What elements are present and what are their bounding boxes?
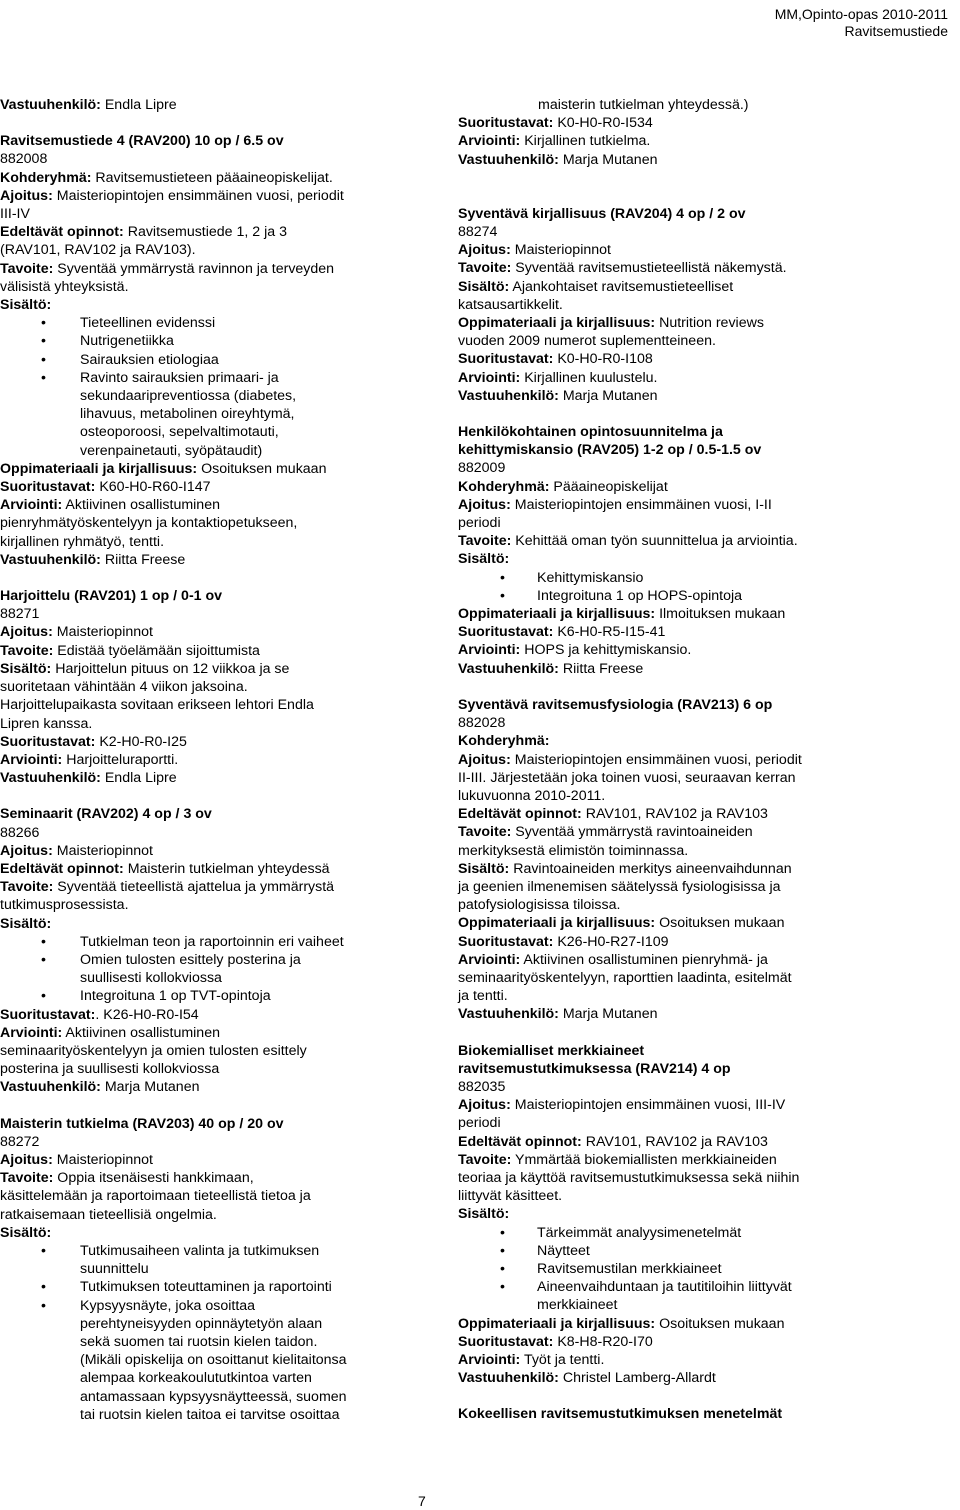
course-rav203: Maisterin tutkielma (RAV203) 40 op / 20 ov 88272 Ajoitus: Maisteriopinnot Tavoite: Oppia itsenäisesti hankkimaan, käsittelemään ja raportoimaan tieteellistä tietoa ja ratkaisemaan tieteellisiä ongelmia. Sisältö: • Tutkimusaiheen valinta ja tutkimuksen suunnittelu • Tutkimuksen toteuttaminen ja raportointi • Kypsyysnäyte, joka osoittaa perehtyneisyyden opinnäytetyön alaan sekä suomen tai ruotsin kielen taidon. (Mikäli opiskelija on osoittanut kielitaitonsa alempaa korkeakoulututkintoa varten antamassaan kypsyysnäytteessä, suomen tai ruotsin kielen taitoa ei tarvitse osoittaa bbox=[0, 1115, 375, 1424]
field-label: Vastuuhenkilö: bbox=[458, 1006, 559, 1023]
field-label: Edeltävät opinnot: bbox=[458, 806, 582, 823]
content-list bbox=[0, 314, 375, 387]
field-label: Suoritustavat: bbox=[458, 933, 554, 950]
course-rav214: Biokemialliset merkkiaineet ravitsemustutkimuksessa (RAV214) 4 op 882035 Ajoitus: Maisteriopintojen ensimmäinen vuosi, III-IV periodi Edeltävät opinnot: RAV101, RAV102 ja RAV103 Tavoite: Ymmärtää biokemiallisten merkkiaineiden teoriaa ja käyttöä ravitsemustutkimuksessa sekä niihin liittyvät käsitteet. Sisältö: • Tärkeimmät analyysimenetelmät • Näytteet • Ravitsemustilan merkkiaineet • Aineenvaihduntaan ja tautitiloihin liittyvät merkkiaineet Oppimateriaali ja kirjallisuus: Osoituksen mukaan Suoritustavat: K8-H8-R20-I70 Arviointi: Työt ja tentti. Vastuuhenkilö: Christel Lamberg-Allardt bbox=[458, 1042, 838, 1388]
course-title: Seminaarit (RAV202) 4 op / 3 ov bbox=[0, 806, 212, 823]
field-label: Suoritustavat: bbox=[0, 479, 96, 496]
field-label: Suoritustavat: bbox=[0, 733, 96, 750]
field-label: Ajoitus: bbox=[458, 496, 511, 513]
field-label: Vastuuhenkilö: bbox=[0, 770, 101, 787]
field-label: Ajoitus: bbox=[0, 842, 53, 859]
field-label: Sisältö: bbox=[0, 1224, 52, 1241]
field-label: Kohderyhmä: bbox=[0, 169, 92, 186]
course-title: ravitsemustutkimuksessa (RAV214) 4 op bbox=[458, 1060, 731, 1077]
course-code: 88271 bbox=[0, 606, 40, 623]
field-label: Suoritustavat: bbox=[0, 1006, 96, 1023]
header-course-title: MM,Opinto-opas 2010-2011 bbox=[774, 6, 948, 22]
course-title: Maisterin tutkielma (RAV203) 40 op / 20 ov bbox=[0, 1115, 284, 1132]
list-item: • Näytteet bbox=[458, 1242, 838, 1260]
field-label: Arviointi: bbox=[0, 1024, 63, 1041]
list-item: • Omien tulosten esittely posterina ja bbox=[0, 951, 375, 969]
field-label: Tavoite: bbox=[458, 1151, 512, 1168]
field-label: Arviointi: bbox=[458, 1352, 521, 1368]
header-subject: Ravitsemustiede bbox=[844, 23, 948, 39]
next-course-title: Kokeellisen ravitsemustutkimuksen menetelmät bbox=[458, 1406, 783, 1423]
field-label: Edeltävät opinnot: bbox=[458, 1133, 582, 1150]
list-item: • Integroituna 1 op TVT-opintoja bbox=[0, 987, 375, 1005]
content-list bbox=[0, 987, 375, 1005]
field-label: Tavoite: bbox=[0, 879, 54, 896]
field-label: Kohderyhmä: bbox=[458, 478, 550, 495]
course-rav201: Harjoittelu (RAV201) 1 op / 0-1 ov 88271 Ajoitus: Maisteriopinnot Tavoite: Edistää työelämään sijoittumista Sisältö: Harjoittelun pituus on 12 viikkoa ja se suoritetaan vähintään 4 viikon jaksoina. Harjoittelupaikasta sovitaan erikseen lehtori Endla Lipren kanssa. Suoritustavat: K2-H0-R0-I25 Arviointi: Harjoitteluraportti. Vastuuhenkilö: Endla Lipre bbox=[0, 587, 375, 787]
field-label: Kohderyhmä: bbox=[458, 733, 550, 750]
list-item: • Nutrigenetiikka bbox=[0, 332, 375, 350]
course-code: 882008 bbox=[0, 151, 48, 168]
list-item: • Sairauksien etiologiaa bbox=[0, 351, 375, 369]
course-title: Syventävä ravitsemusfysiologia (RAV213) 6 op bbox=[458, 696, 773, 713]
course-code: 88274 bbox=[458, 224, 498, 241]
field-label: Oppimateriaali ja kirjallisuus: bbox=[458, 1315, 656, 1332]
list-item-continuation: merkkiaineet bbox=[537, 1297, 618, 1314]
content-list bbox=[0, 1278, 375, 1314]
field-label: Arviointi: bbox=[458, 133, 521, 150]
content-list bbox=[458, 1224, 838, 1297]
course-rav202: Seminaarit (RAV202) 4 op / 3 ov 88266 Ajoitus: Maisteriopinnot Edeltävät opinnot: Maisterin tutkielman yhteydessä Tavoite: Syventää tieteellistä ajattelua ja ymmärrystä tutkimusprosessista. Sisältö: • Tutkielman teon ja raportoinnin eri vaiheet • Omien tulosten esittely posterina ja suullisesti kollokviossa • Integroituna 1 op TVT-opintoja Suoritustavat:. K26-H0-R0-I54 Arviointi: Aktiivinen osallistuminen seminaarityöskentelyyn ja omien tulosten esittely posterina ja suullisesti kollokviossa Vastuuhenkilö: Marja Mutanen bbox=[0, 805, 375, 1096]
field-label: Ajoitus: bbox=[0, 187, 53, 204]
list-item: • Integroituna 1 op HOPS-opintoja bbox=[458, 587, 838, 605]
content-list bbox=[458, 569, 838, 605]
top-contact: Vastuuhenkilö: Endla Lipre bbox=[0, 97, 177, 113]
field-label: Vastuuhenkilö: bbox=[458, 660, 559, 677]
list-item: • Tutkielman teon ja raportoinnin eri vaiheet bbox=[0, 933, 375, 951]
list-item: • Ravinto sairauksien primaari- ja bbox=[0, 369, 375, 387]
field-label: Sisältö: bbox=[458, 551, 510, 568]
field-label: Vastuuhenkilö: bbox=[0, 551, 101, 568]
content-list bbox=[0, 933, 375, 969]
field-label: Arviointi: bbox=[0, 497, 63, 514]
field-label: Sisältö: bbox=[458, 1206, 510, 1223]
field-label: Suoritustavat: bbox=[458, 624, 554, 641]
course-title: Henkilökohtainen opintosuunnitelma ja bbox=[458, 424, 723, 441]
field-label: Edeltävät opinnot: bbox=[0, 860, 124, 877]
field-label: Tavoite: bbox=[0, 1170, 54, 1187]
course-title: Ravitsemustiede 4 (RAV200) 10 op / 6.5 ov bbox=[0, 133, 284, 150]
field-label: Vastuuhenkilö: bbox=[0, 1079, 101, 1096]
field-label: Edeltävät opinnot: bbox=[0, 224, 124, 241]
course-code: 88272 bbox=[0, 1133, 40, 1150]
field-label: Arviointi: bbox=[458, 642, 521, 659]
course-title: Syventävä kirjallisuus (RAV204) 4 op / 2 ov bbox=[458, 205, 746, 222]
field-label: Suoritustavat: bbox=[458, 351, 554, 368]
course-rav213: Syventävä ravitsemusfysiologia (RAV213) 6 op 882028 Kohderyhmä: Ajoitus: Maisteriopintojen ensimmäinen vuosi, periodit II-III. Järjestetään joka toinen vuosi, seuraavan kerran lukuvuonna 2010-2011. Edeltävät opinnot: RAV101, RAV102 ja RAV103 Tavoite: Syventää ymmärrystä ravintoaineiden merkityksestä elimistön toiminnassa. Sisältö: Ravintoaineiden merkitys aineenvaihdunnan ja geenien ilmenemisen säätelyssä fysiologisissa ja patofysiologisissa tiloissa. Oppimateriaali ja kirjallisuus: Osoituksen mukaan Suoritustavat: K26-H0-R27-I109 Arviointi: Aktiivinen osallistuminen pienryhmä- ja seminaarityöskentelyyn, raporttien laadinta, esitelmät ja tentti. Vastuuhenkilö: Marja Mutanen bbox=[458, 696, 838, 1024]
field-label: Sisältö: bbox=[0, 297, 52, 314]
field-label: Vastuuhenkilö: bbox=[458, 387, 559, 404]
field-label: Suoritustavat: bbox=[458, 1333, 554, 1350]
page-header bbox=[775, 6, 948, 40]
field-label: Ajoitus: bbox=[458, 1097, 511, 1114]
field-label: Oppimateriaali ja kirjallisuus: bbox=[458, 606, 656, 623]
list-item: • Tutkimuksen toteuttaminen ja raportointi bbox=[0, 1278, 375, 1296]
field-label: Tavoite: bbox=[458, 533, 512, 550]
field-label: Sisältö: bbox=[0, 915, 52, 932]
field-label: Sisältö: bbox=[0, 660, 52, 677]
course-title: Harjoittelu (RAV201) 1 op / 0-1 ov bbox=[0, 588, 223, 605]
field-label: Sisältö: bbox=[458, 860, 510, 877]
course-code: 882035 bbox=[458, 1078, 506, 1095]
list-item: • Kypsyysnäyte, joka osoittaa bbox=[0, 1297, 375, 1315]
field-label: Vastuuhenkilö: bbox=[458, 151, 559, 168]
list-item: • Aineenvaihduntaan ja tautitiloihin liittyvät bbox=[458, 1278, 838, 1296]
content-list bbox=[0, 1242, 375, 1260]
field-label: Tavoite: bbox=[0, 642, 54, 659]
field-label: Tavoite: bbox=[458, 260, 512, 277]
field-label: Arviointi: bbox=[458, 951, 521, 968]
list-item: • Kehittymiskansio bbox=[458, 569, 838, 587]
field-label: Sisältö: bbox=[458, 278, 510, 295]
course-title: kehittymiskansio (RAV205) 1-2 op / 0.5-1.5 ov bbox=[458, 442, 762, 459]
field-label: Ajoitus: bbox=[458, 242, 511, 259]
list-item: • Tutkimusaiheen valinta ja tutkimuksen bbox=[0, 1242, 375, 1260]
field-label: Ajoitus: bbox=[0, 624, 53, 641]
page-number: 7 bbox=[418, 1493, 426, 1509]
field-label: Tavoite: bbox=[458, 824, 512, 841]
course-code: 882028 bbox=[458, 715, 506, 732]
list-item-continuation: sekundaaripreventiossa (diabetes, lihavuus, metabolinen oireyhtymä, osteoporoosi, sepelvaltimotauti, verenpainetauti, syöpätaudit) bbox=[80, 388, 297, 459]
field-label: Tavoite: bbox=[0, 260, 54, 277]
course-rav205: Henkilökohtainen opintosuunnitelma ja kehittymiskansio (RAV205) 1-2 op / 0.5-1.5 ov 882009 Kohderyhmä: Pääaineopiskelijat Ajoitus: Maisteriopintojen ensimmäinen vuosi, I-II periodi Tavoite: Kehittää oman työn suunnittelua ja arviointia. Sisältö: • Kehittymiskansio • Integroituna 1 op HOPS-opintoja Oppimateriaali ja kirjallisuus: Ilmoituksen mukaan Suoritustavat: K6-H0-R5-I15-41 Arviointi: HOPS ja kehittymiskansio. Vastuuhenkilö: Riitta Freese bbox=[458, 423, 838, 678]
field-label: Oppimateriaali ja kirjallisuus: bbox=[0, 460, 198, 477]
field-label: Arviointi: bbox=[458, 369, 521, 386]
field-label: Vastuuhenkilö: bbox=[458, 1370, 559, 1387]
course-rav200: Ravitsemustiede 4 (RAV200) 10 op / 6.5 ov 882008 Kohderyhmä: Ravitsemustieteen pääaineopiskelijat. Ajoitus: Maisteriopintojen ensimmäinen vuosi, periodit III-IV Edeltävät opinnot: Ravitsemustiede 1, 2 ja 3 (RAV101, RAV102 ja RAV103). Tavoite: Syventää ymmärrystä ravinnon ja terveyden välisistä yhteyksistä. Sisältö: • Tieteellinen evidenssi • Nutrigenetiikka • Sairauksien etiologiaa • Ravinto sairauksien primaari- ja sekundaaripreventiossa (diabetes, lihavuus, metabolinen oireyhtymä, osteoporoosi, sepelvaltimotauti, verenpainetauti, syöpätaudit) Oppimateriaali ja kirjallisuus: Osoituksen mukaan Suoritustavat: K60-H0-R60-I147 Arviointi: Aktiivinen osallistuminen pienryhmätyöskentelyyn ja kontaktiopetukseen, kirjallinen ryhmätyö, tentti. Vastuuhenkilö: Riitta Freese bbox=[0, 132, 375, 569]
course-rav203-continued: maisterin tutkielman yhteydessä.) Suoritustavat: K0-H0-R0-I534 Arviointi: Kirjallinen tutkielma. Vastuuhenkilö: Marja Mutanen bbox=[458, 97, 749, 168]
course-code: 88266 bbox=[0, 824, 40, 841]
course-code: 882009 bbox=[458, 460, 506, 477]
right-column bbox=[458, 96, 838, 1424]
course-rav204: Syventävä kirjallisuus (RAV204) 4 op / 2 ov 88274 Ajoitus: Maisteriopinnot Tavoite: Syventää ravitsemustieteellistä näkemystä. Sisältö: Ajankohtaiset ravitsemustieteelliset katsausartikkelit. Oppimateriaali ja kirjallisuus: Nutrition reviews vuoden 2009 numerot suplementteineen. Suoritustavat: K0-H0-R0-I108 Arviointi: Kirjallinen kuulustelu. Vastuuhenkilö: Marja Mutanen bbox=[458, 205, 838, 405]
left-column bbox=[0, 96, 375, 1424]
field-label: Oppimateriaali ja kirjallisuus: bbox=[458, 315, 656, 332]
field-label: Arviointi: bbox=[0, 751, 63, 768]
course-title: Biokemialliset merkkiaineet bbox=[458, 1042, 645, 1059]
field-label: Ajoitus: bbox=[0, 1151, 53, 1168]
list-item-continuation: suunnittelu bbox=[80, 1261, 149, 1278]
field-label: Ajoitus: bbox=[458, 751, 511, 768]
list-item-continuation: perehtyneisyyden opinnäytetyön alaan sekä suomen tai ruotsin kielen taidon. (Mikäli opiskelija on osoittanut kielitaitonsa alempaa korkeakoulututkintoa varten antamassaan kypsyysnäytteessä, suomen tai ruotsin kielen taitoa ei tarvitse osoittaa bbox=[80, 1315, 347, 1423]
list-item: • Ravitsemustilan merkkiaineet bbox=[458, 1260, 838, 1278]
field-label: Oppimateriaali ja kirjallisuus: bbox=[458, 915, 656, 932]
field-label: Suoritustavat: bbox=[458, 115, 554, 132]
list-item: • Tärkeimmät analyysimenetelmät bbox=[458, 1224, 838, 1242]
list-item-continuation: suullisesti kollokviossa bbox=[80, 970, 222, 987]
list-item: • Tieteellinen evidenssi bbox=[0, 314, 375, 332]
